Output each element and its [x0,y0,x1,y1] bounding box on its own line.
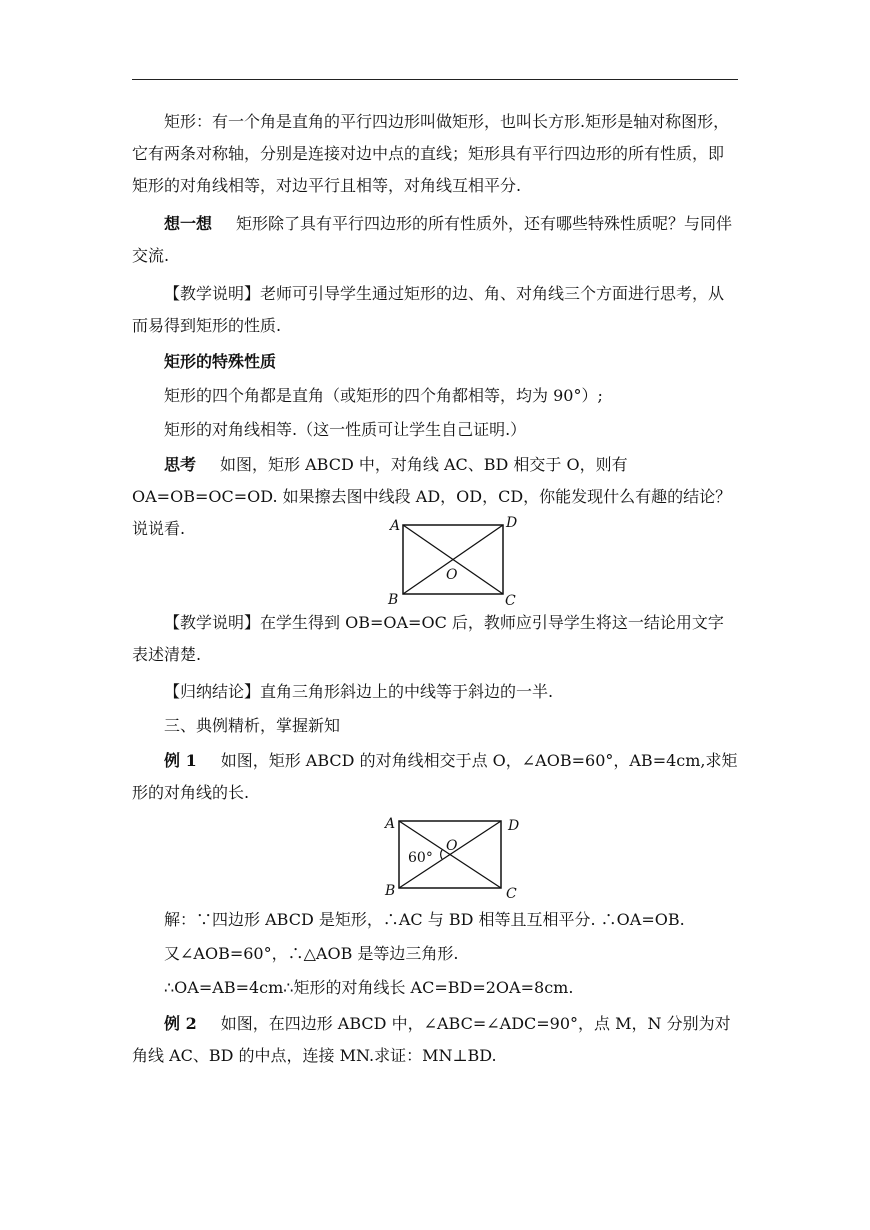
label-d-2: D [508,818,520,834]
think-2-text: 如图，矩形 ABCD 中，对角线 AC、BD 相交于 O，则有 OA=OB=OC=OD. 如果擦去图中线段 AD，OD，CD，你能发现什么有趣的结论？说说看. [132,455,732,538]
label-b: B [388,592,399,608]
solution-line-1: 解：∵四边形 ABCD 是矩形，∴AC 与 BD 相等且互相平分. ∴OA=OB. [164,910,685,929]
property-angles: 矩形的四个角都是直角（或矩形的四个角都相等，均为 90°）; [164,386,603,405]
summary-conclusion: 【归纳结论】直角三角形斜边上的中线等于斜边的一半. [164,682,554,701]
example-1-label: 例 1 [164,751,197,770]
property-diagonals: 矩形的对角线相等.（这一性质可让学生自己证明.） [164,420,527,439]
teaching-note-2: 【教学说明】在学生得到 OB=OA=OC 后，教师应引导学生将这一结论用文字表述清楚. [132,613,724,664]
header-rule [132,79,738,80]
section-3-heading: 三、典例精析，掌握新知 [164,716,341,735]
solution-line-3: ∴OA=AB=4cm∴矩形的对角线长 AC=BD=2OA=8cm. [164,978,574,997]
paragraph-rectangle-definition: 矩形：有一个角是直角的平行四边形叫做矩形，也叫长方形.矩形是轴对称图形，它有两条对称轴，分别是连接对边中点的直线；矩形具有平行四边形的所有性质，即矩形的对角线相等，对边平行且相等，对角线互相平分. [132,112,730,195]
label-a-2: A [385,816,396,832]
teaching-note-1: 【教学说明】老师可引导学生通过矩形的边、角、对角线三个方面进行思考，从而易得到矩形的性质. [132,284,725,335]
label-o: O [446,567,458,583]
example-2-text: 如图，在四边形 ABCD 中，∠ABC=∠ADC=90°，点 M，N 分别为对角线 AC、BD 的中点，连接 MN.求证：MN⊥BD. [132,1014,731,1065]
think-2-label: 思考 [164,455,197,474]
paragraph-example-1 [132,745,738,809]
paragraph-think-1 [132,208,738,272]
paragraph-example-2 [132,1008,738,1072]
angle-arc [441,850,442,859]
figure-rectangle-1 [380,512,526,612]
think-1-text: 矩形除了具有平行四边形的所有性质外，还有哪些特殊性质呢？与同伴交流. [132,214,733,265]
example-2-label: 例 2 [164,1014,197,1033]
think-1-label: 想一想 [164,214,213,233]
label-o-2: O [446,838,458,854]
solution-line-2: 又∠AOB=60°，∴△AOB 是等边三角形. [164,944,459,963]
label-c-2: C [506,886,517,902]
label-d: D [506,515,518,531]
heading-special-properties: 矩形的特殊性质 [164,352,277,371]
label-c: C [505,593,516,609]
angle-60-label: 60° [408,850,433,866]
example-1-text: 如图，矩形 ABCD 的对角线相交于点 O，∠AOB=60°，AB=4cm,求矩形的对角线的长. [132,751,738,802]
label-b-2: B [385,883,396,899]
figure-rectangle-2 [380,812,526,904]
label-a: A [390,518,401,534]
